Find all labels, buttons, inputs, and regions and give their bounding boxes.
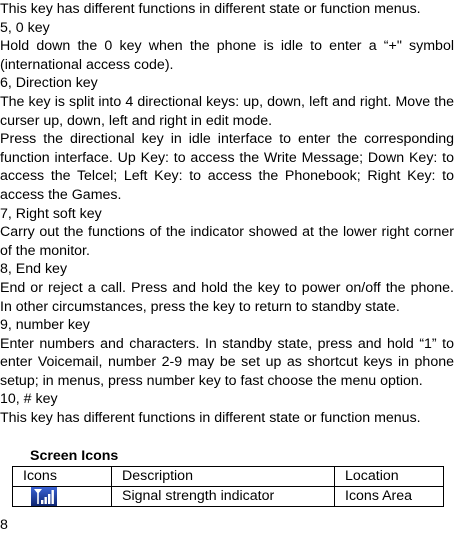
- paragraph: The key is split into 4 directional keys: up, down, left and right. Move the curser up, down, left and right in edit mode.: [0, 93, 454, 129]
- paragraph: End or reject a call. Press and hold the key to power on/off the phone. In other circumstances, press the key to return to standby state.: [0, 279, 454, 315]
- key-heading: 5, 0 key: [0, 19, 50, 36]
- location-cell: Icons Area: [335, 487, 444, 507]
- paragraph: This key has different functions in different state or function menus.: [0, 1, 421, 17]
- column-header-description: Description: [112, 467, 335, 487]
- key-heading: 8, End key: [0, 261, 68, 278]
- key-heading: 6, Direction key: [0, 75, 98, 92]
- signal-strength-icon: [31, 487, 57, 506]
- paragraph: Enter numbers and characters. In standby state, press and hold “1” to enter Voicemail, number 2-9 may be set up as shortcut keys in phone setup; in menus, press number key to fast choose the menu option.: [0, 335, 454, 389]
- section-title: Screen Icons: [30, 448, 119, 464]
- description-cell: Signal strength indicator: [112, 487, 335, 507]
- key-heading: 10, # key: [0, 391, 58, 408]
- icon-cell: [13, 487, 112, 507]
- key-heading: 7, Right soft key: [0, 205, 102, 222]
- column-header-icons: Icons: [13, 467, 112, 487]
- paragraph: Press the directional key in idle interface to enter the corresponding function interface. Up Key: to access the Write Message; Down Key: to access the Telcel; Left Key: to access the Phonebook; Right Key: to access the Games.: [0, 131, 454, 203]
- paragraph: This key has different functions in different state or function menus.: [0, 410, 421, 427]
- screen-icons-table: [12, 466, 444, 507]
- page-number: 8: [0, 517, 8, 533]
- paragraph: Carry out the functions of the indicator showed at the lower right corner of the monitor.: [0, 224, 454, 259]
- column-header-location: Location: [335, 467, 444, 487]
- paragraph: Hold down the 0 key when the phone is idle to enter a “+" symbol (international access code).: [0, 38, 454, 73]
- table-header-row: [13, 467, 444, 487]
- key-heading: 9, number key: [0, 317, 90, 334]
- table-row: [13, 487, 444, 507]
